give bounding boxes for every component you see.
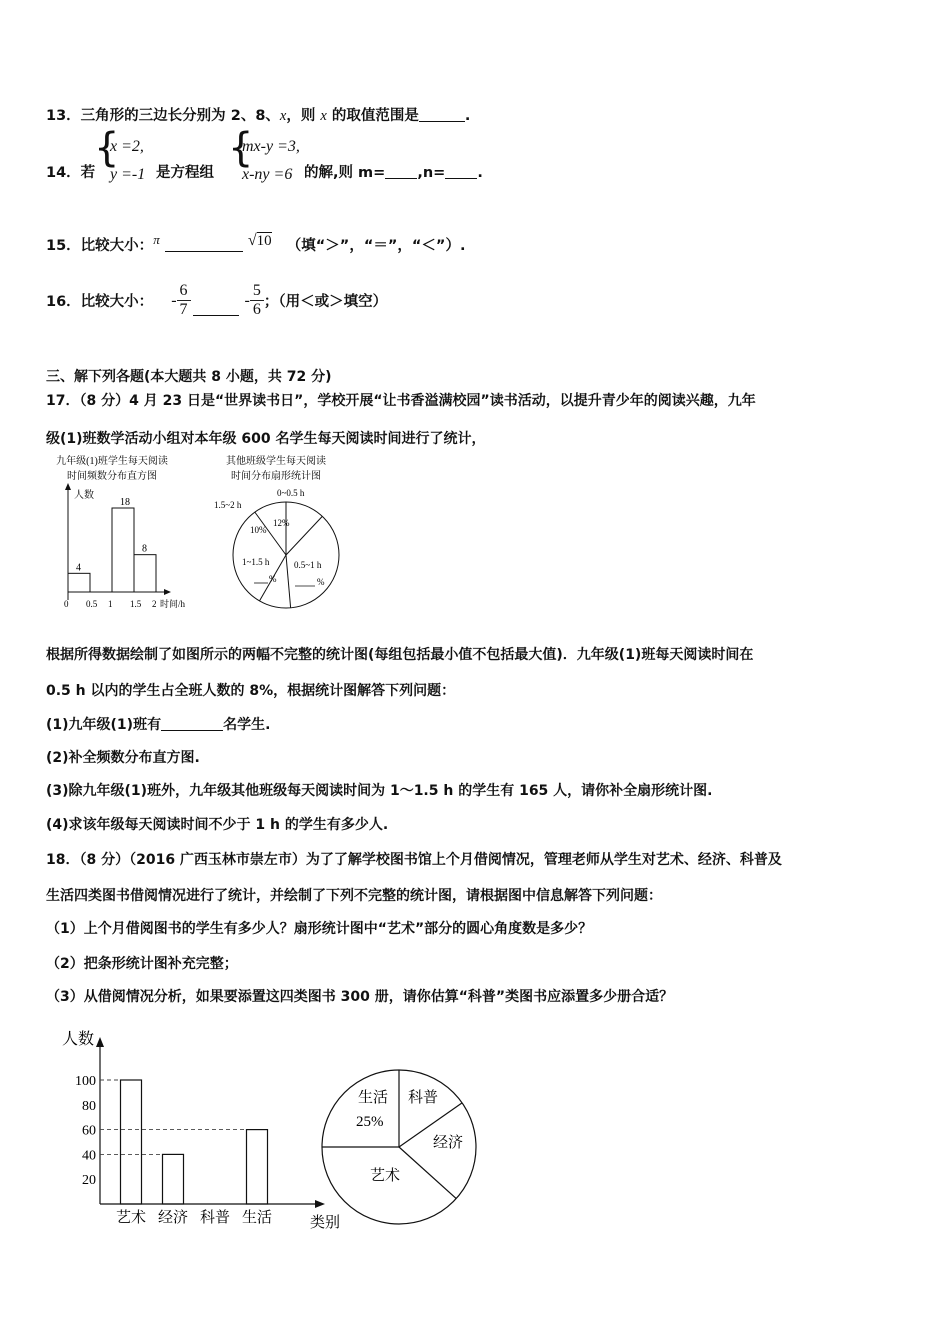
q13-var2: x — [320, 108, 327, 124]
q18-pie-label-jingji: 经济 — [433, 1135, 464, 1151]
q18-sub2: （2）把条形统计图补充完整； — [46, 956, 238, 972]
q18-line2: 生活四类图书借阅情况进行了统计，并绘制了下列不完整的统计图，请根据图中信息解答下列问题： — [46, 888, 662, 904]
q17-sub2: (2)补全频数分布直方图. — [46, 750, 200, 766]
q18-bar-category-2: 科普 — [199, 1210, 231, 1226]
q18-bar-ytick-2: 60 — [82, 1123, 96, 1139]
q18-pie-label-shenghuo: 生活 — [358, 1090, 389, 1106]
q14-blank-m[interactable] — [385, 164, 417, 179]
q18-pie-divider-3 — [399, 1147, 456, 1199]
q17-pie-title-1: 其他班级学生每天阅读 — [226, 456, 326, 467]
q18-line1: 18．（8 分）（2016 广西玉林市崇左市）为了了解学校图书馆上个月借阅情况，管理老师从学生对艺术、经济、科普及 — [46, 852, 782, 868]
question-15 — [46, 232, 465, 255]
q17-hist-title-1: 九年级(1)班学生每天阅读 — [56, 456, 168, 467]
q18-bar-chart — [62, 1030, 340, 1231]
q14-sys1-line1: x =2, — [110, 138, 144, 155]
q17-hist-value-2: 18 — [120, 497, 130, 508]
q18-pie-pct-shenghuo: 25% — [356, 1114, 384, 1130]
q17-pie-label-1.5-2: 1.5~2 h — [214, 500, 242, 510]
q13-text: 13．三角形的三边长分别为 2、8、 — [46, 108, 280, 124]
section-3-heading: 三、解下列各题(本大题共 8 小题，共 72 分) — [46, 369, 332, 385]
q18-bar-ylabel: 人数 — [62, 1031, 95, 1048]
q18-bar-ytick-1: 40 — [82, 1148, 96, 1164]
q18-bar-3 — [247, 1130, 268, 1204]
q17-sub1a: (1)九年级(1)班有 — [46, 717, 162, 733]
q17-sub1 — [46, 714, 270, 734]
q17-hist-xtick-1: 0.5 — [86, 599, 98, 609]
q16-f1-sign: - — [171, 291, 177, 309]
q16-blank[interactable] — [193, 301, 239, 316]
q16-f2-num: 5 — [250, 282, 264, 301]
question-13 — [46, 104, 470, 125]
q17-line2: 级(1)班数学活动小组对本年级 600 名学生每天阅读时间进行了统计， — [46, 431, 486, 447]
q17-sub3: (3)除九年级(1)班外，九年级其他班级每天阅读时间为 1～1.5 h 的学生有 165 人，请你补全扇形统计图. — [46, 783, 713, 799]
q14-tail2: ,n= — [417, 165, 446, 181]
q17-hist-xtick-3: 1.5 — [130, 599, 142, 609]
q14-sys2-line2: x-ny =6 — [242, 166, 293, 183]
q17-hist-value-0: 4 — [76, 562, 81, 574]
q15-blank[interactable] — [165, 237, 243, 252]
q17-sub1-blank[interactable] — [161, 716, 223, 731]
q13-end: . — [464, 108, 471, 124]
q14-blank-n[interactable] — [445, 164, 477, 179]
q17-pie-divider-3 — [286, 555, 291, 608]
q18-bar-0 — [121, 1080, 142, 1204]
q14-end: . — [477, 165, 483, 181]
q15-pi: π — [153, 232, 160, 247]
q17-para2: 0.5 h 以内的学生占全班人数的 8%，根据统计图解答下列问题： — [46, 683, 456, 699]
q17-hist-ylabel: 人数 — [74, 490, 94, 501]
q18-bar-xlabel: 类别 — [310, 1215, 341, 1231]
q17-hist-xtick-2: 1 — [108, 599, 113, 609]
q18-sub3: （3）从借阅情况分析，如果要添置这四类图书 300 册，请你估算“科普”类图书应添置多少册合适？ — [46, 989, 674, 1005]
q15-tail: （填“＞”，“＝”，“＜”）. — [286, 238, 466, 254]
q17-pie-label-0-0.5: 0~0.5 h — [277, 488, 305, 498]
q17-hist-xlabel: 时间/h — [160, 599, 186, 609]
q14-tail1: 的解,则 m= — [304, 165, 386, 181]
q18-bar-ytick-0: 20 — [82, 1173, 96, 1189]
q18-bar-y-arrow — [96, 1037, 104, 1047]
q18-bar-category-0: 艺术 — [115, 1210, 147, 1226]
q18-bar-x-arrow — [315, 1200, 325, 1208]
q16-f2-sign: - — [244, 291, 250, 309]
q17-pie-pct-1-1.5: % — [269, 574, 277, 584]
q18-bar-category-1: 经济 — [157, 1210, 189, 1226]
q18-pie-chart — [322, 1070, 476, 1224]
q15-sqrt: 10 — [256, 233, 272, 249]
q17-hist-y-arrow — [65, 483, 71, 490]
q13-var: x — [279, 108, 287, 124]
q16-fraction-2 — [250, 282, 264, 319]
q17-pie-label-0.5-1: 0.5~1 h — [294, 560, 322, 570]
question-14 — [46, 125, 546, 192]
q17-hist-x-arrow — [164, 589, 171, 595]
q17-pie — [214, 454, 339, 608]
q14-label: 14．若 — [46, 165, 96, 181]
q17-hist-xtick-0: 0 — [64, 599, 69, 609]
q15-label: 15．比较大小： — [46, 238, 154, 254]
q17-pie-pct-10: 10% — [250, 525, 267, 535]
q16-f1-num: 6 — [177, 282, 191, 301]
q17-para1: 根据所得数据绘制了如图所示的两幅不完整的统计图(每组包括最小值不包括最大值)．九年级(1)班每天阅读时间在 — [46, 647, 754, 663]
q16-fraction-1 — [177, 282, 191, 319]
q18-sub1: （1）上个月借阅图书的学生有多少人？扇形统计图中“艺术”部分的圆心角度数是多少？ — [46, 921, 593, 937]
q17-sub4: (4)求该年级每天阅读时间不少于 1 h 的学生有多少人. — [46, 817, 389, 833]
q14-tail — [304, 161, 483, 182]
q18-bar-ytick-3: 80 — [82, 1098, 96, 1114]
question-16 — [46, 282, 387, 319]
q17-histogram — [56, 454, 185, 609]
q18-pie-label-kepu: 科普 — [408, 1090, 439, 1106]
q17-hist-bar-0 — [68, 573, 90, 592]
q17-hist-title-2: 时间频数分布直方图 — [67, 471, 157, 482]
q17-pie-label-1-1.5: 1~1.5 h — [242, 557, 270, 567]
q14-brace-1: { — [94, 125, 120, 171]
q17-hist-xtick-4: 2 — [152, 599, 157, 609]
q13-tail: 的取值范围是 — [326, 108, 419, 124]
q17-hist-bar-2 — [112, 508, 134, 592]
q17-sub1b: 名学生. — [223, 717, 271, 733]
q18-bar-category-3: 生活 — [241, 1210, 273, 1226]
q18-charts — [50, 1022, 490, 1242]
q17-charts — [40, 452, 360, 612]
q17-pie-title-2: 时间分布扇形统计图 — [231, 471, 321, 482]
q16-label: 16．比较大小： — [46, 294, 154, 310]
q17-hist-value-3: 8 — [142, 543, 147, 555]
q14-brace-2: { — [228, 125, 254, 171]
q14-mid: 是方程组 — [156, 165, 214, 181]
q14-sys1-line2: y =-1 — [110, 166, 146, 183]
q17-pie-divider-1 — [286, 516, 322, 555]
q17-hist-bar-3 — [134, 555, 156, 592]
q17-pie-pct-0.5-1: % — [317, 577, 325, 587]
q18-pie-label-yishu: 艺术 — [370, 1168, 401, 1184]
q16-f1-den: 7 — [179, 301, 188, 318]
q15-sqrt-sign: √ — [247, 232, 257, 249]
q18-bar-1 — [163, 1154, 184, 1204]
q16-f2-den: 6 — [252, 301, 261, 318]
q14-sys2-line1: mx-y =3, — [242, 138, 300, 155]
q16-tail: ；（用＜或＞填空） — [263, 294, 388, 310]
q13-blank[interactable] — [419, 107, 465, 122]
q17-pie-pct-12: 12% — [273, 518, 290, 528]
q13-mid: ，则 — [286, 108, 321, 124]
q17-line1: 17．（8 分）4 月 23 日是“世界读书日”，学校开展“让书香溢满校园”读书活动，以提升青少年的阅读兴趣，九年 — [46, 393, 756, 409]
q18-bar-ytick-4: 100 — [75, 1074, 96, 1089]
